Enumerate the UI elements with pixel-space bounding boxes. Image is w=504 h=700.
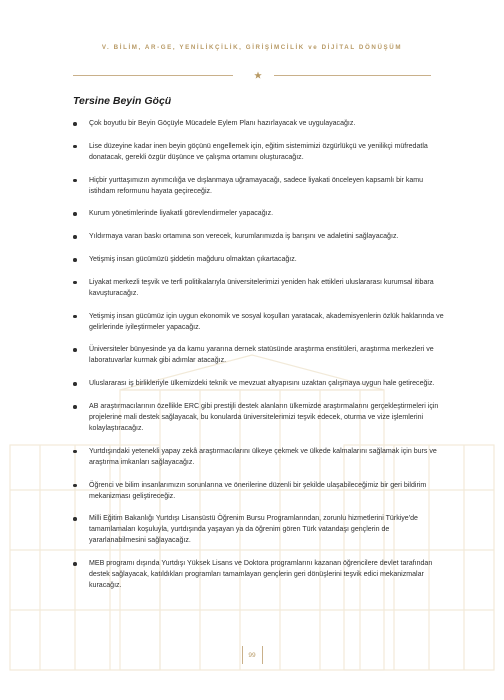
bullet-icon	[73, 562, 77, 566]
list-item	[73, 344, 445, 366]
bullet-text: Öğrenci ve bilim insanlarımızın sorunlarına ve önerilerine düzenli bir şekilde ulaşabileceğimiz bir geri bildirim mekanizması geliştireceğiz.	[89, 481, 427, 500]
bullet-text: Uluslararası iş birlikleriyle ülkemizdeki teknik ve mevzuat altyapısını uzaktan çalışmaya uygun hale getireceğiz.	[89, 380, 435, 388]
section-title: Tersine Beyin Göçü	[73, 95, 172, 107]
header-rule-left	[73, 75, 233, 76]
header-rule-right	[274, 75, 431, 76]
list-item	[73, 141, 445, 163]
list-item	[73, 208, 445, 219]
bullet-icon	[73, 145, 77, 149]
page-number-rule-right	[262, 646, 263, 664]
list-item	[73, 118, 445, 129]
crescent-star-icon	[241, 64, 265, 86]
bullet-text: Milli Eğitim Bakanlığı Yurtdışı Lisansüstü Öğrenim Bursu Programlarından, zorunlu hizmetlerini Türkiye'de tamamlamaları koşuluyla, yurtdışında yaşayan ya da öğrenim gören Türk vatandaşı gençlerin de yararlanabilmesini sağlayacağız.	[89, 515, 418, 545]
bullet-text: Liyakat merkezli teşvik ve terfi politikalarıyla üniversitelerimizi yeniden hak ettikleri uluslararası kurumsal itibara kavuşturacağız.	[89, 278, 434, 297]
bullet-icon	[73, 212, 77, 216]
bullet-text: Çok boyutlu bir Beyin Göçüyle Mücadele Eylem Planı hazırlayacak ve uygulayacağız.	[89, 120, 356, 127]
bullet-icon	[73, 382, 77, 386]
bullet-icon	[73, 405, 77, 409]
chapter-header: V. BİLİM, AR-GE, YENİLİKÇİLİK, GİRİŞİMCİLİK ve DİJİTAL DÖNÜŞÜM	[101, 44, 403, 51]
bullet-icon	[73, 258, 77, 262]
bullet-list	[73, 118, 445, 603]
bullet-text: Lise düzeyine kadar inen beyin göçünü engellemek için, eğitim sistemimizi özgürlükçü ve yenilikçi müfredatla donatacak, gerekli özgür düşünce ve çalışma ortamını oluşturacağız.	[89, 142, 428, 161]
list-item	[73, 558, 445, 591]
bullet-icon	[73, 450, 77, 454]
bullet-icon	[73, 517, 77, 521]
bullet-icon	[73, 122, 77, 126]
bullet-icon	[73, 315, 77, 319]
bullet-icon	[73, 281, 77, 285]
bullet-text: Yıldırmaya varan baskı ortamına son verecek, kurumlarımızda iş barışını ve adaletini sağlayacağız.	[89, 233, 399, 241]
bullet-text: Yetişmiş insan gücümüz için uygun ekonomik ve sosyal koşulları yaratacak, akademisyenlerin özlük haklarında ve gelirlerinde iyileştirmeler yapacağız.	[89, 312, 444, 331]
bullet-icon	[73, 484, 77, 488]
bullet-text: MEB programı dışında Yurtdışı Yüksek Lisans ve Doktora programlarını kazanan öğrencilere devlet tarafından destek sağlayacak, katıldıkları programları tamamlayan gençlerin geri dönüşlerini teşvik edici mekanizmalar kuracağız.	[89, 560, 433, 590]
list-item	[73, 231, 445, 242]
list-item	[73, 446, 445, 468]
bullet-text: Üniversiteler bünyesinde ya da kamu yararına dernek statüsünde araştırma enstitüleri, araştırma merkezleri ve laboratuvarlar kurmak gibi adımlar atacağız.	[89, 346, 434, 365]
list-item	[73, 175, 445, 197]
bullet-text: AB araştırmacılarının özellikle ERC gibi prestijli destek alanların ülkemizde araştırmalarını gerçekleştirmeleri için projelerine mali destek sağlayacak, bu konularda üniversitelerimizi teşvik edecek, oturma ve vize işlemlerini kolaylaştıracağız.	[89, 402, 439, 432]
bullet-text: Yetişmiş insan gücümüzü şiddetin mağduru olmaktan çıkartacağız.	[89, 255, 297, 263]
page-number-rule-left	[242, 646, 243, 664]
list-item	[73, 254, 445, 265]
list-item	[73, 513, 445, 546]
list-item	[73, 480, 445, 502]
list-item	[73, 401, 445, 434]
bullet-icon	[73, 348, 77, 352]
bullet-icon	[73, 179, 77, 183]
bullet-icon	[73, 235, 77, 239]
page-number: 99	[248, 652, 256, 659]
list-item	[73, 311, 445, 333]
bullet-text: Kurum yönetimlerinde liyakatli görevlendirmeler yapacağız.	[89, 210, 274, 218]
bullet-text: Hiçbir yurttaşımızın ayrımcılığa ve dışlanmaya uğramayacağı, sadece liyakati önceleyen kapsamlı bir kamu istihdam reformunu hayata geçireceğiz.	[89, 176, 424, 195]
list-item	[73, 378, 445, 389]
list-item	[73, 277, 445, 299]
bullet-text: Yurtdışındaki yetenekli yapay zekâ araştırmacılarını ülkeye çekmek ve ülkede kalmalarını sağlamak için burs ve araştırma imkanları sağlayacağız.	[89, 447, 437, 466]
